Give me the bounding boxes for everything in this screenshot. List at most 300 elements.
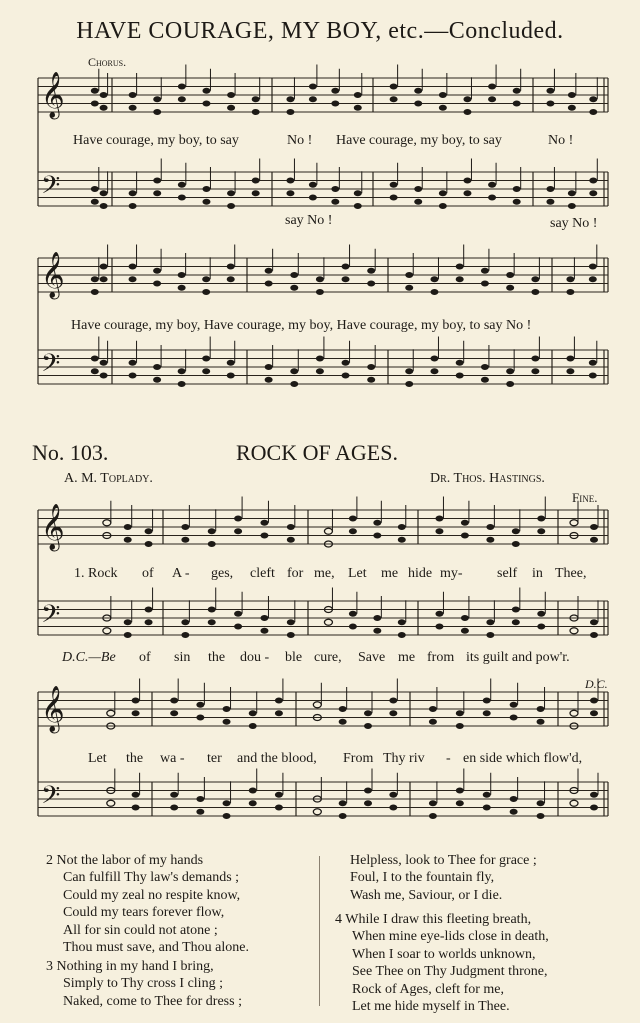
note-head: [349, 516, 357, 522]
note-head: [145, 619, 153, 625]
note-head: [91, 289, 99, 295]
note-head: [196, 809, 204, 815]
note-head: [430, 368, 438, 374]
note-head: [202, 289, 210, 295]
note-head: [91, 368, 99, 374]
note-head: [456, 276, 464, 282]
note-head: [91, 276, 99, 282]
note-head: [373, 533, 381, 539]
note-head: [589, 109, 597, 115]
note-head: [506, 272, 514, 278]
dc-lyric-0: D.C.—Be: [62, 650, 116, 665]
note-head: [463, 178, 471, 184]
note-head: [170, 710, 178, 716]
note-head: [286, 190, 294, 196]
verse-line: Simply to Thy cross I cling ;: [63, 976, 223, 992]
note-head: [275, 698, 283, 704]
note-head: [589, 178, 597, 184]
lyric-l1-1: of: [142, 566, 154, 581]
note-head: [275, 805, 283, 811]
note-head: [223, 813, 231, 819]
note-head: [463, 109, 471, 115]
fine-label: Fine.: [572, 490, 598, 505]
note-head: [589, 360, 597, 366]
note-head: [132, 805, 140, 811]
note-head: [252, 190, 260, 196]
lyric-l2-2: wa -: [160, 751, 185, 766]
note-head: [398, 632, 406, 638]
note-head: [354, 203, 362, 209]
note-head: [129, 373, 137, 379]
note-head: [513, 199, 521, 205]
note-head: [513, 101, 521, 107]
note-head: [512, 619, 520, 625]
note-head: [367, 364, 375, 370]
note-head: [566, 368, 574, 374]
lyric-s1-a: Have courage, my boy, to say: [73, 133, 239, 148]
note-head: [364, 710, 372, 716]
verse-line: 2 Not the labor of my hands: [46, 853, 204, 868]
lyric-l1-12: in: [532, 566, 543, 581]
lyric-l1-8: me: [381, 566, 399, 581]
dc-lyric-1: of: [139, 650, 151, 665]
note-head: [512, 528, 520, 534]
note-head: [481, 281, 489, 287]
note-head: [265, 377, 273, 383]
note-head: [196, 702, 204, 708]
note-head: [510, 715, 518, 721]
note-head: [354, 92, 362, 98]
note-head: [506, 285, 514, 291]
note-head: [398, 619, 406, 625]
note-head: [405, 368, 413, 374]
note-head: [178, 285, 186, 291]
note-head: [537, 528, 545, 534]
note-head: [227, 92, 235, 98]
note-head: [414, 101, 422, 107]
note-head: [286, 178, 294, 184]
note-head: [513, 88, 521, 94]
note-head: [208, 541, 216, 547]
note-head: [389, 805, 397, 811]
treble-clef-icon: 𝄞: [41, 504, 65, 550]
note-head: [405, 272, 413, 278]
note-head: [481, 364, 489, 370]
note-head: [196, 715, 204, 721]
note-head: [249, 723, 257, 729]
note-head: [546, 88, 554, 94]
note-head: [287, 524, 295, 530]
note-head: [260, 520, 268, 526]
note-head: [202, 368, 210, 374]
note-head: [286, 96, 294, 102]
verse-4: [335, 911, 549, 1015]
note-head: [456, 723, 464, 729]
note-head: [178, 381, 186, 387]
dc-lyric-6: cure,: [314, 650, 342, 665]
note-head: [590, 710, 598, 716]
note-head: [316, 289, 324, 295]
note-head: [227, 264, 235, 270]
note-head: [124, 632, 132, 638]
note-head: [367, 377, 375, 383]
note-head: [461, 533, 469, 539]
note-head: [324, 528, 332, 534]
note-head: [103, 520, 111, 526]
note-head: [249, 710, 257, 716]
note-head: [405, 381, 413, 387]
note-head: [414, 88, 422, 94]
note-head: [537, 719, 545, 725]
verse-line: All for sin could not atone ;: [63, 922, 218, 938]
note-head: [439, 92, 447, 98]
note-head: [286, 109, 294, 115]
note-head: [178, 182, 186, 188]
note-head: [316, 368, 324, 374]
note-head: [153, 377, 161, 383]
note-head: [145, 607, 153, 613]
verse-line: 3 Nothing in my hand I bring,: [46, 959, 214, 974]
note-head: [367, 268, 375, 274]
treble-clef-icon: 𝄞: [41, 252, 65, 298]
note-head: [124, 537, 132, 543]
verse-line: Rock of Ages, cleft for me,: [352, 981, 505, 997]
note-head: [389, 710, 397, 716]
note-head: [290, 285, 298, 291]
note-head: [91, 88, 99, 94]
note-head: [265, 281, 273, 287]
lyric-s1-c: Have courage, my boy, to say: [336, 133, 502, 148]
dc-lyric-9: from: [427, 650, 455, 665]
dc-label: D.C.: [585, 677, 608, 691]
dc-lyric-10: its guilt and pow'r.: [466, 650, 570, 665]
note-head: [590, 537, 598, 543]
note-head: [208, 619, 216, 625]
note-head: [537, 516, 545, 522]
note-head: [316, 276, 324, 282]
note-head: [430, 289, 438, 295]
note-head: [129, 276, 137, 282]
note-head: [234, 516, 242, 522]
note-head: [129, 203, 137, 209]
note-head: [227, 203, 235, 209]
note-head: [429, 706, 437, 712]
lyric-l1-9: hide: [408, 566, 433, 581]
note-head: [100, 203, 108, 209]
note-head: [91, 186, 99, 192]
note-head: [512, 607, 520, 613]
note-head: [342, 276, 350, 282]
note-head: [590, 524, 598, 530]
note-head: [132, 698, 140, 704]
note-head: [227, 105, 235, 111]
lyric-l2-4: and the blood,: [237, 751, 317, 766]
note-head: [181, 632, 189, 638]
note-head: [309, 84, 317, 90]
lyric-s1-d: No !: [548, 133, 574, 148]
verse-line: 4 While I draw this fleeting breath,: [335, 912, 532, 927]
note-head: [506, 368, 514, 374]
bass-clef-icon: 𝄢: [41, 349, 61, 384]
note-head: [252, 178, 260, 184]
note-head: [178, 272, 186, 278]
note-head: [129, 190, 137, 196]
note-head: [589, 190, 597, 196]
note-head: [456, 800, 464, 806]
verse-divider: [319, 856, 320, 1006]
note-head: [132, 792, 140, 798]
note-head: [590, 698, 598, 704]
lyric-l1-0: 1. Rock: [74, 566, 118, 581]
note-head: [100, 276, 108, 282]
note-head: [364, 723, 372, 729]
dc-lyric-2: sin: [174, 650, 191, 665]
note-head: [405, 285, 413, 291]
note-head: [132, 710, 140, 716]
note-head: [208, 528, 216, 534]
note-head: [223, 800, 231, 806]
note-head: [331, 199, 339, 205]
note-head: [265, 268, 273, 274]
note-head: [488, 182, 496, 188]
note-head: [100, 264, 108, 270]
note-head: [373, 628, 381, 634]
note-head: [265, 364, 273, 370]
note-head: [129, 360, 137, 366]
note-head: [202, 186, 210, 192]
note-head: [202, 101, 210, 107]
note-head: [107, 800, 115, 806]
lyric-l2-5: From: [343, 751, 374, 766]
note-head: [349, 624, 357, 630]
bass-clef-icon: 𝄢: [41, 171, 61, 206]
note-head: [566, 356, 574, 362]
note-head: [342, 264, 350, 270]
note-head: [100, 92, 108, 98]
note-head: [227, 373, 235, 379]
lyric-l1-5: for: [287, 566, 304, 581]
verse-line: Naked, come to Thee for dress ;: [63, 993, 242, 1009]
note-head: [537, 813, 545, 819]
hymn-number: No. 103.: [32, 440, 109, 465]
note-head: [398, 537, 406, 543]
lyric-l1-11: self: [497, 566, 518, 581]
dc-lyric-4: dou -: [240, 650, 270, 665]
note-head: [506, 381, 514, 387]
note-head: [373, 520, 381, 526]
note-head: [354, 190, 362, 196]
note-head: [486, 537, 494, 543]
note-head: [129, 105, 137, 111]
note-head: [435, 624, 443, 630]
verse-line: Let me hide myself in Thee.: [352, 999, 510, 1015]
note-head: [349, 528, 357, 534]
note-head: [590, 792, 598, 798]
note-head: [100, 373, 108, 379]
note-head: [429, 719, 437, 725]
verse-3: [46, 958, 242, 1010]
note-head: [481, 268, 489, 274]
note-head: [435, 611, 443, 617]
note-head: [570, 628, 578, 634]
note-head: [342, 373, 350, 379]
note-head: [435, 516, 443, 522]
lyric-l1-13: Thee,: [555, 566, 587, 581]
note-head: [290, 272, 298, 278]
note-head: [103, 628, 111, 634]
note-head: [546, 186, 554, 192]
note-head: [153, 96, 161, 102]
note-head: [339, 706, 347, 712]
note-head: [145, 541, 153, 547]
note-head: [124, 524, 132, 530]
note-head: [510, 702, 518, 708]
note-head: [309, 96, 317, 102]
lyric-l1-4: cleft: [250, 566, 275, 581]
note-head: [531, 368, 539, 374]
note-head: [202, 199, 210, 205]
note-head: [170, 792, 178, 798]
note-head: [568, 190, 576, 196]
note-head: [249, 788, 257, 794]
note-head: [342, 360, 350, 366]
note-head: [153, 178, 161, 184]
note-head: [91, 199, 99, 205]
note-head: [510, 809, 518, 815]
note-head: [181, 524, 189, 530]
bass-clef-icon: 𝄢: [41, 781, 61, 816]
note-head: [275, 792, 283, 798]
note-head: [100, 190, 108, 196]
note-head: [153, 109, 161, 115]
note-head: [331, 101, 339, 107]
note-head: [170, 805, 178, 811]
note-head: [275, 710, 283, 716]
note-head: [510, 796, 518, 802]
note-head: [435, 528, 443, 534]
note-head: [153, 190, 161, 196]
note-head: [181, 537, 189, 543]
note-head: [531, 276, 539, 282]
dc-lyric-8: me: [398, 650, 416, 665]
verse-line: Can fulfill Thy law's demands ;: [63, 870, 240, 886]
note-head: [390, 195, 398, 201]
verse-line: When I soar to worlds unknown,: [352, 946, 536, 962]
note-head: [456, 360, 464, 366]
note-head: [324, 619, 332, 625]
note-head: [546, 101, 554, 107]
note-head: [290, 368, 298, 374]
note-head: [566, 289, 574, 295]
note-head: [373, 615, 381, 621]
note-head: [570, 520, 578, 526]
note-head: [178, 84, 186, 90]
note-head: [227, 276, 235, 282]
note-head: [178, 368, 186, 374]
note-head: [309, 195, 317, 201]
dc-lyric-3: the: [208, 650, 226, 665]
note-head: [223, 719, 231, 725]
note-head: [249, 800, 257, 806]
note-head: [486, 619, 494, 625]
note-head: [456, 710, 464, 716]
verse-2: [46, 852, 249, 956]
note-head: [202, 276, 210, 282]
lyric-s2: Have courage, my boy, Have courage, my boy, Have courage, my boy, to say No !: [71, 318, 532, 333]
note-head: [252, 109, 260, 115]
dc-lyric-7: Save: [358, 650, 386, 665]
note-head: [91, 101, 99, 107]
note-head: [390, 96, 398, 102]
hymn-title: ROCK OF AGES.: [236, 440, 398, 465]
note-head: [483, 805, 491, 811]
note-head: [367, 281, 375, 287]
note-head: [570, 800, 578, 806]
note-head: [100, 105, 108, 111]
lyric-l1-2: A -: [172, 566, 190, 581]
note-head: [430, 356, 438, 362]
verse-line: Wash me, Saviour, or I die.: [350, 887, 503, 903]
note-head: [364, 800, 372, 806]
note-head: [439, 190, 447, 196]
note-head: [488, 96, 496, 102]
note-head: [227, 360, 235, 366]
hymn-author: A. M. Toplady.: [64, 471, 153, 486]
note-head: [429, 800, 437, 806]
note-head: [590, 632, 598, 638]
note-head: [287, 619, 295, 625]
note-head: [456, 264, 464, 270]
note-head: [590, 619, 598, 625]
note-head: [234, 611, 242, 617]
bass-lyric-1: say No !: [285, 213, 333, 228]
note-head: [463, 96, 471, 102]
verse-line: Helpless, look to Thee for grace ;: [350, 853, 537, 868]
note-head: [309, 182, 317, 188]
note-head: [589, 264, 597, 270]
verse-line: Could my zeal no respite know,: [63, 887, 241, 903]
note-head: [234, 624, 242, 630]
note-head: [364, 788, 372, 794]
note-head: [531, 289, 539, 295]
note-head: [100, 360, 108, 366]
note-head: [124, 619, 132, 625]
lyric-s1-b: No !: [287, 133, 313, 148]
note-head: [590, 805, 598, 811]
note-head: [589, 96, 597, 102]
note-head: [429, 813, 437, 819]
note-head: [486, 524, 494, 530]
note-head: [153, 364, 161, 370]
hymn-composer: Dr. Thos. Hastings.: [430, 471, 545, 486]
note-head: [512, 541, 520, 547]
note-head: [456, 788, 464, 794]
treble-clef-icon: 𝄞: [41, 72, 65, 118]
note-head: [537, 706, 545, 712]
note-head: [483, 698, 491, 704]
note-head: [223, 706, 231, 712]
note-head: [398, 524, 406, 530]
bass-lyric-2: say No !: [550, 216, 598, 231]
note-head: [463, 190, 471, 196]
lyric-l1-6: me,: [314, 566, 335, 581]
note-head: [170, 698, 178, 704]
note-head: [290, 381, 298, 387]
note-head: [196, 796, 204, 802]
verse-3-cont: [350, 852, 537, 904]
note-head: [181, 619, 189, 625]
note-head: [202, 356, 210, 362]
